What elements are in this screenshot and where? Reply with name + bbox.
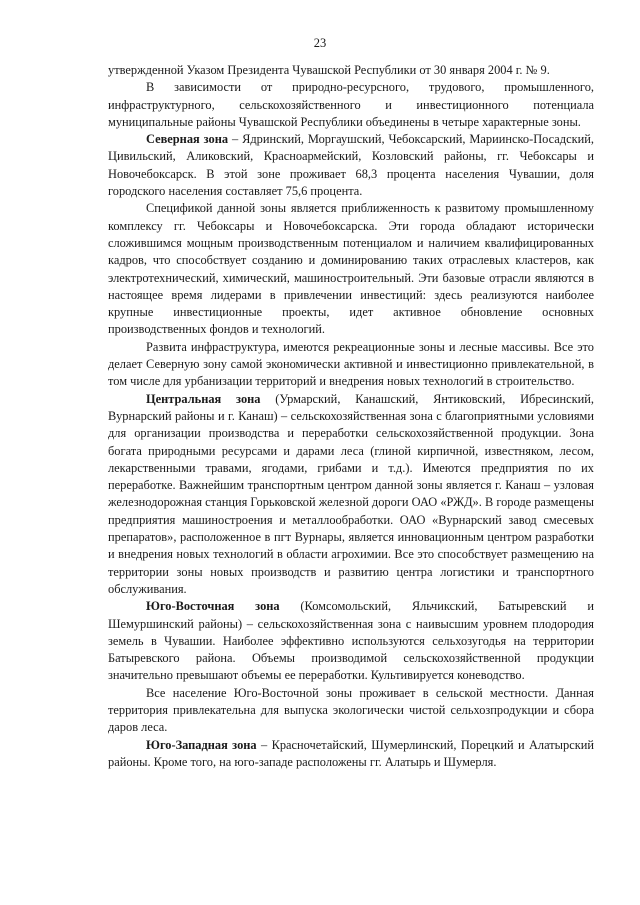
paragraph-zones-intro <box>108 79 594 131</box>
zone-heading-southeast: Юго-Восточная зона <box>146 599 280 614</box>
paragraph-text: – Ядринский, Моргаушский, Чебоксарский, Мариинско-Посадский, Цивильский, Аликовский, Красноармейский, Козловский районы, гг. Чебоксары и Новочебоксарск. В этой зоне проживает 68,3 процента населения Чувашии, доля городского населения составляет 75,6 процента. <box>108 132 594 199</box>
paragraph-northern-zone <box>108 131 594 200</box>
paragraph-central-zone <box>108 391 594 599</box>
paragraph-text: В зависимости от природно-ресурсного, трудового, промышленного, инфраструктурного, сельскохозяйственного и инвестиционного потенциала муниципальные районы Чувашской Республики объединены в четыре характерные зоны. <box>108 80 594 129</box>
paragraph-northern-infrastructure <box>108 339 594 391</box>
paragraph-northern-specifics <box>108 200 594 338</box>
zone-heading-southwest: Юго-Западная зона <box>146 737 257 752</box>
paragraph-text: утвержденной Указом Президента Чувашской Республики от 30 января 2004 г. № 9. <box>108 63 550 77</box>
paragraph-text: Все население Юго-Восточной зоны проживает в сельской местности. Данная территория привлекательна для выпуска экологически чистой сельхозпродукции и сбора даров леса. <box>108 685 594 735</box>
document-body <box>108 62 594 771</box>
paragraph-text: (Комсомольский, Яльчикский, Батыревский и Шемуршинский районы) – сельскохозяйственная зона с наивысшим уровнем плодородия земель в Чувашии. Наиболее эффективно используются сельхозугодья на территории Батыревского района. Объемы производимой сельскохозяйственной продукции значительно превышают объемы ее переработки. Культивируется коневодство. <box>108 599 594 683</box>
paragraph-southeast-zone <box>108 598 594 684</box>
zone-heading-northern: Северная зона <box>146 132 229 147</box>
paragraph-text: Спецификой данной зоны является приближенность к развитому промышленному комплексу гг. Чебоксары и Новочебоксарска. Эти города обладают исторически сложившимся мощным производственным потенциалом и наличием квалифицированных кадров, что способствует созданию и доминированию таких отраслевых кластеров, как электротехнический, химический, машиностроительный. Эти базовые отрасли являются в настоящее время лидерами в привлечении инвестиций: здесь реализуются наиболее крупные инвестиционные проекты, идет активное обновление основных производственных фондов и технологий. <box>108 201 594 337</box>
page-number: 23 <box>313 36 327 50</box>
paragraph-text: (Урмарский, Канашский, Янтиковский, Ибресинский, Вурнарский районы и г. Канаш) – сельскохозяйственная зона с благоприятными условиями для организации производства и переработки сельскохозяйственной продукции. Зона богата природными ресурсами и дарами леса (глиной кирпичной, известняком, лесом, лекарственными травами, ягодами, грибами и т.д.). Имеются предприятия по их переработке. Важнейшим транспортным центром данной зоны является г. Канаш – узловая железнодорожная станция Горьковской железной дороги ОАО «РЖД». В городе размещены предприятия машиностроения и металлообработки. ОАО «Вурнарский завод смесевых препаратов», расположенное в пгт Вурнары, является инновационным центром разработки и внедрения новых технологий в области агрохимии. Все это способствует размещению на территории зоны новых производств и развитию центра логистики и транспортного обслуживания. <box>108 391 594 596</box>
paragraph-text: – Красночетайский, Шумерлинский, Порецкий и Алатырский районы. Кроме того, на юго-западе расположены гг. Алатырь и Шумерля. <box>108 737 594 769</box>
zone-heading-central: Центральная зона <box>146 391 261 406</box>
paragraph-text: Развита инфраструктура, имеются рекреационные зоны и лесные массивы. Все это делает Северную зону самой экономически активной и инвестиционно привлекательной, в том числе для урбанизации территорий и внедрения новых технологий в строительство. <box>108 339 594 389</box>
paragraph-continuation <box>108 62 594 79</box>
paragraph-southwest-zone <box>108 737 594 772</box>
paragraph-southeast-population <box>108 685 594 737</box>
